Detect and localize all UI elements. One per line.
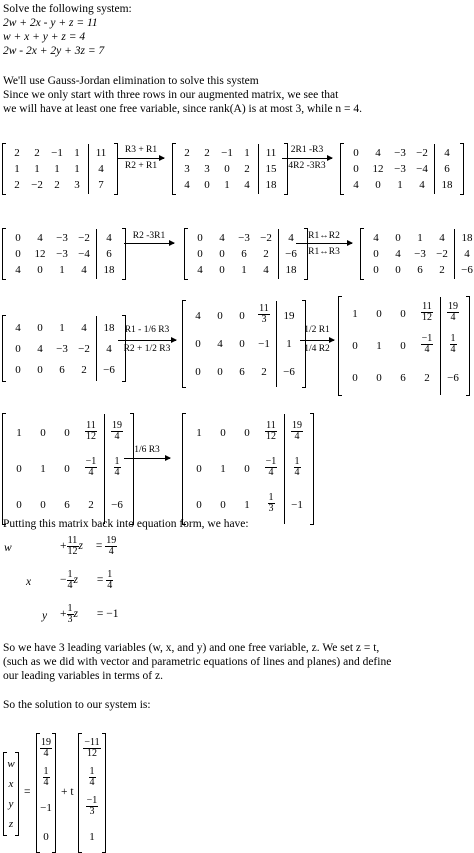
op-2a: 2R1 -R3 [290, 145, 324, 155]
concl-line-1: So we have 3 leading variables (w, x, and y) and one free variable, z. We set z = t, [3, 642, 380, 654]
matrix-cell: 0 [195, 366, 201, 378]
vector-entry: 1 [89, 830, 95, 843]
matrix-cell: 1 [417, 232, 423, 244]
augmented-matrix-m3 [340, 143, 464, 195]
matrix-cell: −3 [56, 232, 68, 244]
prompt-line: Solve the following system: [3, 3, 132, 15]
op-7: 1/6 R3 [134, 445, 160, 455]
matrix-cell: $\frac{11}{3}$ [259, 303, 269, 325]
matrix-cell: 18 [103, 321, 115, 334]
vector-entry: z [8, 818, 14, 830]
matrix-cell: −2 [416, 147, 428, 159]
vector-entry: $\frac{1}{4}$ [43, 765, 49, 788]
matrix-cell: 0 [37, 321, 43, 334]
matrix-cell: −1 [291, 499, 303, 511]
matrix-cell: 4 [195, 310, 201, 322]
arrow-6 [300, 340, 334, 341]
op-2b: 4R2 -3R3 [288, 161, 326, 171]
eq2-coef: − $\frac{1}{4}$ z = $\frac{1}{4}$ [60, 569, 113, 591]
matrix-cell: 0 [352, 372, 358, 384]
matrix-cell: 0 [196, 499, 202, 511]
vector-entry: y [8, 798, 14, 810]
augment-divider [284, 414, 285, 524]
equals-sign: = [24, 786, 31, 798]
matrix-cell: 4 [15, 321, 21, 334]
matrix-cell: 1 [14, 163, 20, 175]
augmented-matrix-m7 [2, 315, 126, 382]
matrix-cell: 0 [16, 463, 22, 475]
matrix-cell: 2 [261, 366, 267, 378]
augmented-matrix-m1 [2, 143, 118, 195]
matrix-cell: 4 [197, 264, 203, 276]
matrix-cell: 1 [59, 321, 65, 334]
plus-t: + t [61, 786, 74, 798]
matrix-cell: 0 [197, 248, 203, 260]
matrix-cell: 4 [106, 342, 112, 355]
eq3-var: y [42, 610, 48, 622]
matrix-cell: 1 [74, 163, 80, 175]
matrix-cell: 0 [395, 264, 401, 276]
matrix-cell: 4 [15, 264, 21, 276]
matrix-cell: $\frac{19}{4}$ [292, 420, 302, 442]
matrix-cell: 0 [244, 463, 250, 475]
matrix-cell: 0 [196, 463, 202, 475]
matrix-cell: $\frac{11}{12}$ [86, 420, 96, 442]
equation-2: w + x + y + z = 4 [3, 31, 86, 43]
matrix-cell: 1 [220, 463, 226, 475]
matrix-cell: 18 [265, 179, 277, 191]
matrix-cell: 0 [204, 179, 210, 191]
matrix-cell: −3 [414, 248, 426, 260]
matrix-cell: 4 [395, 248, 401, 260]
explain-line-2: Since we only start with three rows in our augmented matrix, we see that [3, 89, 339, 101]
matrix-cell: 4 [373, 232, 379, 244]
eq2-var: x [26, 576, 32, 588]
matrix-cell: $\frac{19}{4}$ [448, 301, 458, 323]
matrix-cell: 1 [376, 340, 382, 352]
concl-line-4: So the solution to our system is: [3, 699, 151, 711]
matrix-cell: 0 [15, 232, 21, 244]
matrix-cell: 2 [204, 147, 210, 159]
augment-divider [104, 414, 105, 524]
matrix-cell: $\frac{11}{12}$ [266, 420, 276, 442]
vector-entry: −1 [40, 801, 52, 814]
matrix-cell: 0 [224, 163, 230, 175]
variable-vector [3, 752, 19, 836]
matrix-cell: 18 [285, 264, 297, 276]
matrix-cell: 0 [220, 427, 226, 439]
op-4a: R1↔R2 [308, 231, 340, 241]
matrix-cell: 1 [352, 308, 358, 320]
eq1-var: w [4, 542, 12, 554]
augment-divider [454, 229, 455, 279]
matrix-cell: $\frac{19}{4}$ [112, 420, 122, 442]
matrix-cell: 0 [352, 340, 358, 352]
matrix-cell: 0 [353, 163, 359, 175]
op-3: R2 -3R1 [132, 231, 166, 241]
augmented-matrix-m9 [338, 296, 470, 396]
matrix-cell: $\frac{-1}{4}$ [85, 456, 97, 478]
matrix-cell: 2 [14, 147, 20, 159]
matrix-cell: 1 [224, 179, 230, 191]
explain-line-3: we will have at least one free variable, since rank(A) is at most 3, while n = 4. [3, 103, 363, 115]
matrix-cell: 4 [106, 232, 112, 244]
augment-divider [88, 144, 89, 194]
matrix-cell: 3 [204, 163, 210, 175]
matrix-cell: $\frac{1}{4}$ [114, 456, 120, 478]
matrix-cell: $\frac{1}{4}$ [450, 333, 456, 355]
matrix-cell: 4 [184, 179, 190, 191]
matrix-cell: 4 [353, 179, 359, 191]
augment-divider [434, 144, 435, 194]
matrix-cell: −1 [221, 147, 233, 159]
matrix-cell: 0 [217, 366, 223, 378]
matrix-cell: 1 [59, 264, 65, 276]
matrix-cell: 6 [64, 499, 70, 511]
constant-vector [36, 733, 56, 853]
matrix-cell: 12 [372, 163, 384, 175]
matrix-cell: 4 [419, 179, 425, 191]
matrix-cell: −3 [56, 342, 68, 355]
matrix-cell: −6 [283, 366, 295, 378]
matrix-cell: 6 [444, 163, 450, 175]
vector-entry: $\frac{1}{4}$ [89, 765, 95, 788]
arrow-2 [282, 158, 332, 159]
matrix-cell: 11 [265, 147, 277, 159]
arrow-3 [124, 243, 174, 244]
op-5a: R1 - 1/6 R3 [124, 325, 170, 335]
vector-entry: w [7, 758, 15, 770]
matrix-cell: 0 [400, 308, 406, 320]
matrix-cell: 1 [34, 163, 40, 175]
matrix-cell: −6 [285, 248, 297, 260]
matrix-cell: −2 [78, 342, 90, 355]
matrix-cell: $\frac{-1}{4}$ [265, 456, 277, 478]
matrix-cell: 11 [95, 147, 107, 159]
augmented-matrix-m8 [182, 300, 306, 388]
matrix-cell: 0 [373, 248, 379, 260]
matrix-cell: 15 [265, 163, 277, 175]
matrix-cell: −6 [103, 363, 115, 376]
matrix-cell: 4 [98, 163, 104, 175]
vector-entry: $\frac{19}{4}$ [41, 736, 51, 759]
matrix-cell: 1 [244, 147, 250, 159]
matrix-cell: 2 [263, 248, 269, 260]
matrix-cell: 0 [64, 427, 70, 439]
arrow-1 [118, 158, 164, 159]
matrix-cell: 0 [376, 308, 382, 320]
matrix-cell: 4 [219, 232, 225, 244]
matrix-cell: $\frac{1}{3}$ [268, 492, 274, 514]
matrix-cell: 4 [244, 179, 250, 191]
matrix-cell: 1 [40, 463, 46, 475]
matrix-cell: 0 [37, 264, 43, 276]
matrix-cell: 7 [98, 179, 104, 191]
matrix-cell: 2 [54, 179, 60, 191]
arrow-7 [124, 458, 170, 459]
op-4b: R1↔R3 [308, 247, 340, 257]
matrix-cell: 4 [217, 338, 223, 350]
matrix-cell: 2 [34, 147, 40, 159]
matrix-cell: 0 [195, 338, 201, 350]
matrix-cell: 6 [239, 366, 245, 378]
matrix-cell: 4 [288, 232, 294, 244]
direction-vector [78, 733, 106, 853]
matrix-cell: 0 [15, 342, 21, 355]
matrix-cell: 4 [375, 147, 381, 159]
matrix-cell: 2 [184, 147, 190, 159]
concl-line-2: (such as we did with vector and parametric equations of lines and planes) and define [3, 656, 392, 668]
augment-divider [258, 144, 259, 194]
matrix-cell: 0 [64, 463, 70, 475]
matrix-cell: 3 [184, 163, 190, 175]
op-1a: R3 + R1 [124, 145, 158, 155]
matrix-cell: 12 [34, 248, 46, 260]
vector-entry: x [8, 778, 14, 790]
matrix-cell: 0 [197, 232, 203, 244]
back-lead: Putting this matrix back into equation form, we have: [3, 518, 249, 530]
matrix-cell: 0 [244, 427, 250, 439]
matrix-cell: −6 [461, 264, 473, 276]
matrix-cell: 19 [283, 310, 295, 322]
matrix-cell: 2 [439, 264, 445, 276]
matrix-cell: 0 [40, 427, 46, 439]
matrix-cell: 4 [81, 264, 87, 276]
matrix-cell: 4 [37, 342, 43, 355]
matrix-cell: 1 [196, 427, 202, 439]
matrix-cell: −6 [111, 499, 123, 511]
eq3-coef: + $\frac{1}{3}$ z = −1 [60, 603, 119, 625]
matrix-cell: 4 [37, 232, 43, 244]
matrix-cell: 1 [241, 264, 247, 276]
matrix-cell: 2 [81, 363, 87, 376]
matrix-cell: 0 [373, 264, 379, 276]
matrix-cell: −3 [238, 232, 250, 244]
eq1-coef: + $\frac{11}{12}$ z = $\frac{19}{4}$ [60, 535, 117, 557]
matrix-cell: 1 [286, 338, 292, 350]
matrix-cell: $\frac{11}{12}$ [422, 301, 432, 323]
matrix-cell: 1 [74, 147, 80, 159]
op-6a: 1/2 R1 [304, 325, 330, 335]
matrix-cell: 4 [444, 147, 450, 159]
matrix-cell: −3 [394, 163, 406, 175]
matrix-cell: $\frac{-1}{4}$ [421, 333, 433, 355]
matrix-cell: 0 [219, 264, 225, 276]
matrix-cell: 0 [395, 232, 401, 244]
matrix-cell: 1 [16, 427, 22, 439]
matrix-cell: 4 [81, 321, 87, 334]
matrix-cell: 4 [263, 264, 269, 276]
matrix-cell: 6 [106, 248, 112, 260]
op-6b: 1/4 R2 [304, 344, 330, 354]
augmented-matrix-m2 [172, 143, 288, 195]
augmented-matrix-m10 [2, 413, 134, 525]
augmented-matrix-m11 [182, 413, 314, 525]
matrix-cell: 4 [464, 248, 470, 260]
arrow-4 [296, 243, 352, 244]
matrix-cell: 0 [239, 310, 245, 322]
matrix-cell: 0 [220, 499, 226, 511]
matrix-cell: 0 [400, 340, 406, 352]
matrix-cell: 0 [16, 499, 22, 511]
matrix-cell: −2 [436, 248, 448, 260]
matrix-cell: −1 [258, 338, 270, 350]
matrix-cell: −2 [31, 179, 43, 191]
augment-divider [276, 301, 277, 387]
matrix-cell: 3 [74, 179, 80, 191]
augmented-matrix-m4 [2, 228, 126, 280]
matrix-cell: 1 [244, 499, 250, 511]
equation-3: 2w - 2x + 2y + 3z = 7 [3, 45, 105, 57]
arrow-5 [118, 340, 176, 341]
augment-divider [96, 316, 97, 381]
matrix-cell: 0 [353, 147, 359, 159]
vector-entry: 0 [43, 830, 49, 843]
matrix-cell: 0 [217, 310, 223, 322]
matrix-cell: 0 [239, 338, 245, 350]
matrix-cell: 6 [59, 363, 65, 376]
matrix-cell: 2 [14, 179, 20, 191]
matrix-cell: 0 [15, 248, 21, 260]
matrix-cell: 0 [375, 179, 381, 191]
matrix-cell: −6 [447, 372, 459, 384]
vector-entry: $\frac{-1}{3}$ [86, 794, 98, 817]
matrix-cell: 18 [441, 179, 453, 191]
matrix-cell: 1 [397, 179, 403, 191]
matrix-cell: 0 [376, 372, 382, 384]
matrix-cell: 18 [103, 264, 115, 276]
matrix-cell: 2 [88, 499, 94, 511]
vector-entry: $\frac{-11}{12}$ [84, 736, 100, 759]
matrix-cell: 0 [219, 248, 225, 260]
matrix-cell: −2 [78, 232, 90, 244]
matrix-cell: 0 [37, 363, 43, 376]
matrix-cell: 1 [54, 163, 60, 175]
op-1b: R2 + R1 [124, 161, 158, 171]
matrix-cell: 0 [40, 499, 46, 511]
op-5b: R2 + 1/2 R3 [123, 344, 171, 354]
matrix-cell: −1 [51, 147, 63, 159]
explain-line-1: We'll use Gauss-Jordan elimination to solve this system [3, 75, 259, 87]
matrix-cell: 2 [424, 372, 430, 384]
matrix-cell: 6 [417, 264, 423, 276]
matrix-cell: −3 [56, 248, 68, 260]
matrix-cell: $\frac{1}{4}$ [294, 456, 300, 478]
augment-divider [96, 229, 97, 279]
augment-divider [278, 229, 279, 279]
augment-divider [440, 297, 441, 395]
matrix-cell: 6 [241, 248, 247, 260]
matrix-cell: −4 [78, 248, 90, 260]
matrix-cell: 4 [439, 232, 445, 244]
equation-1: 2w + 2x - y + z = 11 [3, 17, 98, 29]
augmented-matrix-m5 [184, 228, 308, 280]
matrix-cell: −2 [260, 232, 272, 244]
augmented-matrix-m6 [360, 228, 474, 280]
matrix-cell: −3 [394, 147, 406, 159]
matrix-cell: 2 [244, 163, 250, 175]
matrix-cell: 0 [15, 363, 21, 376]
concl-line-3: our leading variables in terms of z. [3, 670, 163, 682]
matrix-cell: 6 [400, 372, 406, 384]
matrix-cell: −4 [416, 163, 428, 175]
matrix-cell: 18 [461, 232, 473, 244]
